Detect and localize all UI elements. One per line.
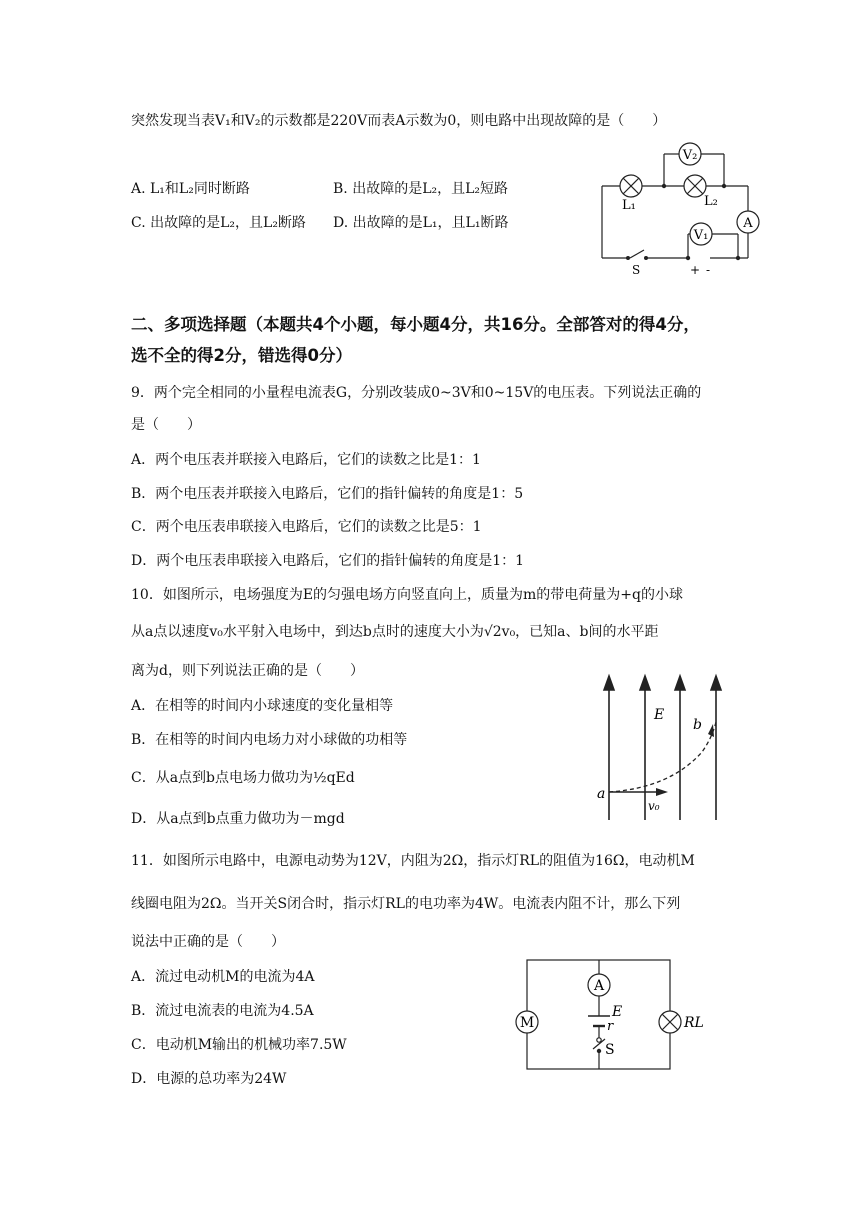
q11-stem-line1: 11．如图所示电路中，电源电动势为12V，内阻为2Ω，指示灯RL的阻值为16Ω，电动机M — [131, 853, 695, 869]
q9-stem-line2: 是（ ） — [131, 417, 201, 433]
q11-stem-line3: 说法中正确的是（ ） — [131, 934, 285, 950]
q8-option-c: C. 出故障的是L₂，且L₂断路 — [131, 215, 306, 231]
switch-label: S — [605, 1042, 615, 1058]
internal-r-label: r — [607, 1019, 614, 1034]
point-b-label: b — [693, 717, 702, 733]
emf-e-label: E — [612, 1004, 623, 1020]
q11-option-d: D．电源的总功率为24W — [131, 1071, 287, 1087]
section-title-line2: 选不全的得2分，错选得0分） — [131, 346, 352, 365]
q9-option-c: C．两个电压表串联接入电路后，它们的读数之比是5：1 — [131, 519, 482, 535]
v1-label: V₁ — [693, 228, 709, 243]
q8-circuit-figure — [590, 138, 770, 278]
motor-label: M — [519, 1015, 535, 1031]
q10-option-b: B．在相等的时间内电场力对小球做的功相等 — [131, 732, 408, 748]
v2-label: V₂ — [682, 148, 698, 163]
l1-label: L₁ — [622, 198, 636, 213]
q10-option-c: C．从a点到b点电场力做功为½qEd — [131, 770, 355, 786]
q10-field-figure — [590, 672, 735, 822]
section-title-line1: 二、多项选择题（本题共4个小题，每小题4分，共16分。全部答对的得4分， — [131, 315, 700, 334]
q10-stem-line3: 离为d，则下列说法正确的是（ ） — [131, 663, 364, 679]
ammeter-label: A — [743, 216, 753, 231]
q10-stem-line2: 从a点以速度v₀水平射入电场中，到达b点时的速度大小为√2v₀，已知a、b间的水平距 — [131, 624, 659, 640]
q8-stem: 突然发现当表V₁和V₂的示数都是220V而表A示数为0，则电路中出现故障的是（ ） — [131, 113, 667, 129]
q11-option-b: B．流过电流表的电流为4.5A — [131, 1003, 314, 1019]
point-a-label: a — [597, 786, 606, 802]
switch-label: S — [632, 263, 641, 277]
q9-option-b: B．两个电压表并联接入电路后，它们的指针偏转的角度是1：5 — [131, 486, 524, 502]
q9-option-a: A．两个电压表并联接入电路后，它们的读数之比是1：1 — [131, 452, 481, 468]
q11-circuit-figure — [510, 955, 725, 1075]
q10-option-d: D．从a点到b点重力做功为－mgd — [131, 811, 345, 827]
field-e-label: E — [654, 707, 665, 723]
rl-label: RL — [684, 1015, 704, 1031]
q10-stem-line1: 10．如图所示，电场强度为E的匀强电场方向竖直向上，质量为m的带电荷量为+q的小球 — [131, 587, 683, 603]
q10-option-a: A．在相等的时间内小球速度的变化量相等 — [131, 698, 394, 714]
q9-option-d: D．两个电压表串联接入电路后，它们的指针偏转的角度是1：1 — [131, 553, 525, 569]
q11-option-a: A．流过电动机M的电流为4A — [131, 969, 315, 985]
ammeter-label: A — [593, 978, 605, 994]
l2-label: L₂ — [704, 194, 718, 209]
q8-option-d: D. 出故障的是L₁，且L₁断路 — [333, 215, 509, 231]
q11-stem-line2: 线圈电阻为2Ω。当开关S闭合时，指示灯RL的电功率为4W。电流表内阻不计，那么下列 — [131, 896, 681, 912]
plus-label: + — [690, 263, 701, 277]
q11-option-c: C．电动机M输出的机械功率7.5W — [131, 1037, 347, 1053]
q9-stem-line1: 9．两个完全相同的小量程电流表G，分别改装成0~3V和0~15V的电压表。下列说法正确的 — [131, 385, 702, 401]
q8-option-b: B. 出故障的是L₂，且L₂短路 — [333, 181, 509, 197]
v0-label: v₀ — [648, 799, 660, 813]
q8-option-a: A. L₁和L₂同时断路 — [131, 181, 250, 197]
minus-label: - — [706, 263, 711, 277]
